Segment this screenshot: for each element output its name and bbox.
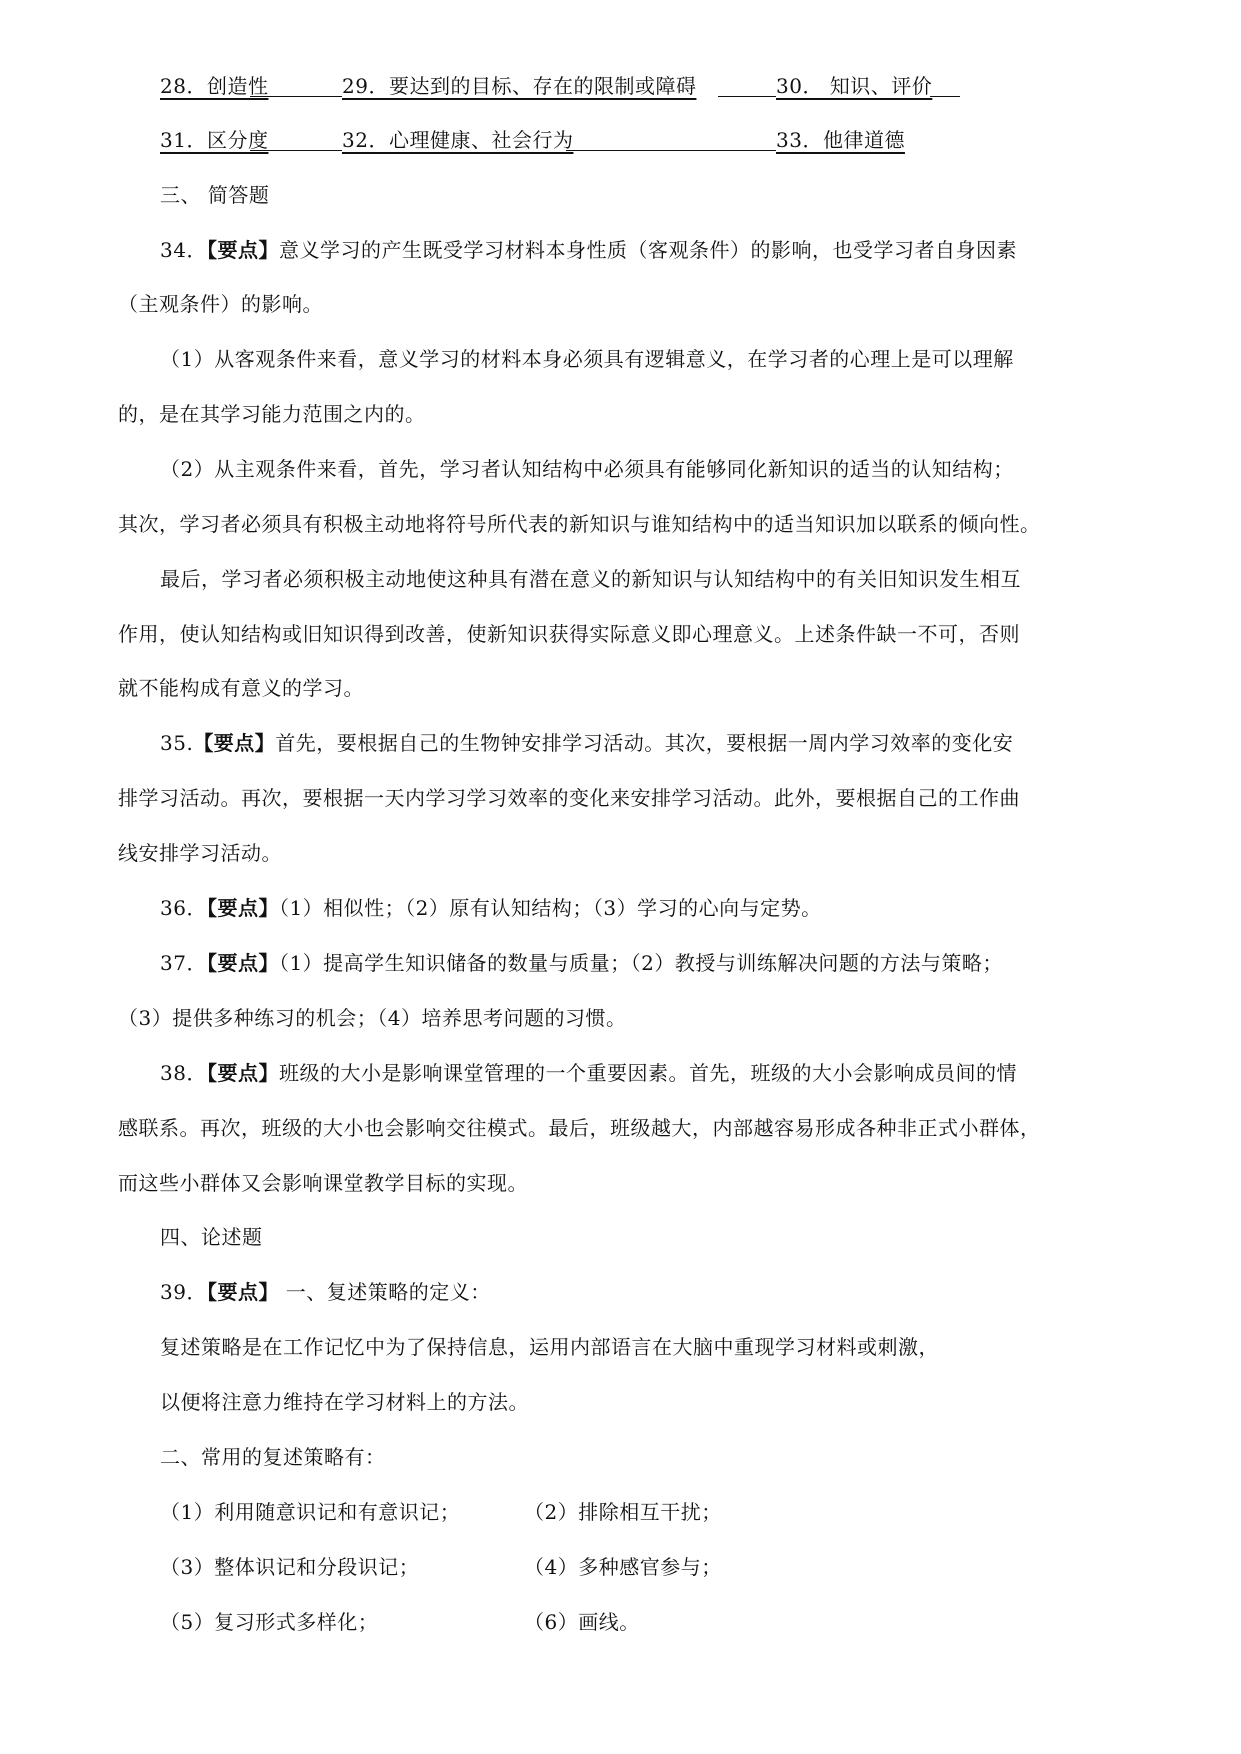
strategy-item: （1）利用随意识记和有意识记； xyxy=(160,1500,461,1524)
question-39-line-1 xyxy=(160,1278,491,1306)
question-34-line-1 xyxy=(160,236,1017,264)
strategy-item: （5）复习形式多样化； xyxy=(160,1610,379,1634)
answer-blank-underline xyxy=(718,96,776,97)
question-text: 一、复述策略的定义： xyxy=(278,1280,491,1304)
answer-31: 31．区分度 xyxy=(160,128,269,152)
question-34-point-3-line-2: 作用，使认知结构或旧知识得到改善，使新知识获得实际意义即心理意义。上述条件缺一不可，否则 xyxy=(118,622,1020,646)
answer-blank-underline xyxy=(566,150,776,151)
question-text: （1）相似性；（2）原有认知结构；（3）学习的心向与定势。 xyxy=(278,896,822,920)
question-37-line-1 xyxy=(160,949,1003,977)
question-text: 班级的大小是影响课堂管理的一个重要因素。首先，班级的大小会影响成员间的情 xyxy=(278,1061,1017,1085)
question-34-point-3-line-1: 最后，学习者必须积极主动地使这种具有潜在意义的新知识与认知结构中的有关旧知识发生相互 xyxy=(160,567,1021,591)
answer-blank-underline xyxy=(250,96,342,97)
strategy-item: （6）画线。 xyxy=(524,1610,640,1634)
question-34-point-2-line-1: （2）从主观条件来看，首先，学习者认知结构中必须具有能够同化新知识的适当的认知结构； xyxy=(160,457,1014,481)
question-number: 38． xyxy=(160,1061,207,1085)
question-number: 39． xyxy=(160,1280,207,1304)
question-37-line-2: （3）提供多种练习的机会；（4）培养思考问题的习惯。 xyxy=(118,1006,627,1030)
question-text: 首先，要根据自己的生物钟安排学习活动。其次，要根据一周内学习效率的变化安 xyxy=(275,731,1014,755)
question-34-point-3-line-3: 就不能构成有意义的学习。 xyxy=(118,676,364,700)
question-35-line-1 xyxy=(160,729,1013,757)
question-38-line-3: 而这些小群体又会影响课堂教学目标的实现。 xyxy=(118,1171,528,1195)
question-38-line-2: 感联系。再次，班级的大小也会影响交往模式。最后，班级越大，内部越容易形成各种非正式小群体， xyxy=(118,1116,1041,1140)
question-text: （1）提高学生知识储备的数量与质量；（2）教授与训练解决问题的方法与策略； xyxy=(278,951,1003,975)
question-number: 37． xyxy=(160,951,207,975)
strategy-item: （3）整体识记和分段识记； xyxy=(160,1555,420,1579)
question-39-definition-line-1: 复述策略是在工作记忆中为了保持信息，运用内部语言在大脑中重现学习材料或刺激， xyxy=(160,1335,939,1359)
key-points-tag: 【要点】 xyxy=(206,951,279,975)
answer-blank-underline xyxy=(250,150,342,151)
key-points-tag: 【要点】 xyxy=(193,731,276,755)
question-36-line-1 xyxy=(160,894,822,922)
question-35-line-3: 线安排学习活动。 xyxy=(118,841,282,865)
strategy-item: （2）排除相互干扰； xyxy=(524,1500,722,1524)
question-text: 意义学习的产生既受学习材料本身性质（客观条件）的影响，也受学习者自身因素 xyxy=(278,238,1017,262)
question-number: 36． xyxy=(160,896,207,920)
key-points-tag: 【要点】 xyxy=(206,238,279,262)
question-number: 35. xyxy=(160,731,194,755)
key-points-tag: 【要点】 xyxy=(206,1061,279,1085)
answer-29: 29．要达到的目标、存在的限制或障碍 xyxy=(342,74,697,98)
question-34-line-2: （主观条件）的影响。 xyxy=(118,292,323,316)
answer-28: 28．创造性 xyxy=(160,74,269,98)
answer-32: 32．心理健康、社会行为 xyxy=(342,128,574,152)
strategy-item: （4）多种感官参与； xyxy=(524,1555,722,1579)
question-39-definition-line-2: 以便将注意力维持在学习材料上的方法。 xyxy=(160,1390,529,1414)
answer-blank-underline xyxy=(930,96,960,97)
question-34-point-2-line-2: 其次，学习者必须具有积极主动地将符号所代表的新知识与谁知结构中的适当知识加以联系的倾向性。 xyxy=(118,512,1041,536)
answer-33: 33．他律道德 xyxy=(776,128,905,152)
key-points-tag: 【要点】 xyxy=(206,1280,279,1304)
key-points-tag: 【要点】 xyxy=(206,896,279,920)
question-34-point-1-line-1: （1）从客观条件来看，意义学习的材料本身必须具有逻辑意义，在学习者的心理上是可以理解 xyxy=(160,347,1014,371)
question-number: 34． xyxy=(160,238,207,262)
section-heading-short-answer: 三、 简答题 xyxy=(160,183,270,207)
question-39-subheading: 二、常用的复述策略有： xyxy=(160,1445,386,1469)
answer-30: 30． 知识、评价 xyxy=(776,74,933,98)
question-38-line-1 xyxy=(160,1059,1017,1087)
section-heading-essay: 四、论述题 xyxy=(160,1225,263,1249)
question-34-point-1-line-2: 的，是在其学习能力范围之内的。 xyxy=(118,402,426,426)
question-35-line-2: 排学习活动。再次，要根据一天内学习学习效率的变化来安排学习活动。此外，要根据自己的工作曲 xyxy=(118,786,1020,810)
